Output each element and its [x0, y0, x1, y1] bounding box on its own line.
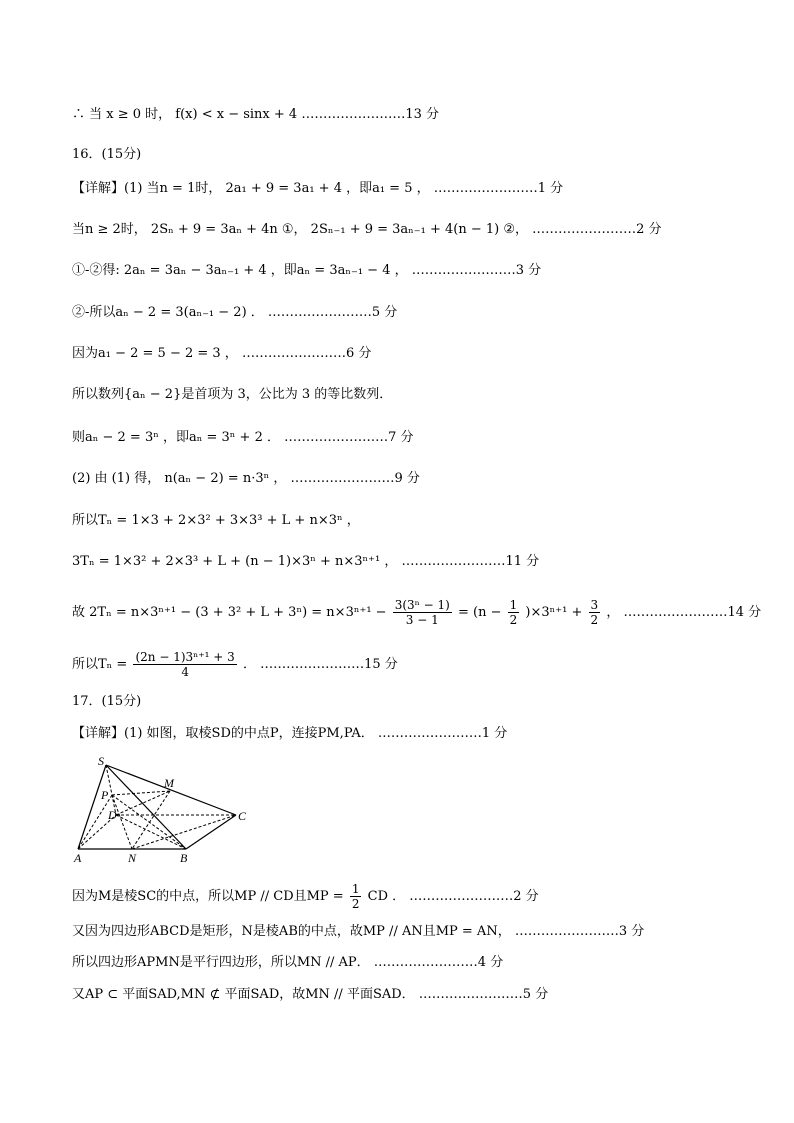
line-16-6: 所以数列{aₙ − 2}是首项为 3，公比为 3 的等比数列．	[72, 387, 393, 402]
eq-tn-prefix: 所以Tₙ =	[72, 657, 128, 672]
label-D: D	[108, 808, 117, 822]
line-16-5: 因为a₁ − 2 = 5 − 2 = 3 ， ……………………6 分	[72, 346, 372, 361]
label-B: B	[180, 851, 188, 865]
fraction-1	[393, 598, 452, 627]
fraction-tn-denominator: 4	[181, 665, 189, 679]
fraction-tn-numerator: (2n − 1)3ⁿ⁺¹ + 3	[135, 650, 235, 664]
label-N: N	[128, 851, 137, 865]
line-16-4: ②-所以aₙ − 2 = 3(aₙ₋₁ − 2) ． ……………………5 分	[72, 305, 398, 320]
problem-16-heading: 16．(15分)	[72, 147, 142, 162]
line-conclusion-15: ∴ 当 x ≥ 0 时， f(x) < x − sinx + 4 ……………………13 分	[72, 107, 439, 122]
mp-prefix: 因为M是棱SC的中点，所以MP // CD且MP =	[72, 889, 344, 904]
fraction-tn	[133, 650, 236, 679]
fraction-2-numerator: 1	[509, 598, 518, 612]
label-C: C	[238, 809, 247, 823]
line-16-9: 所以Tₙ = 1×3 + 2×3² + 3×3³ + L + n×3ⁿ ，	[72, 513, 360, 528]
edge-SC	[106, 765, 236, 815]
eq-part-1: 故 2Tₙ = n×3ⁿ⁺¹ − (3 + 3² + L + 3ⁿ) = n×3ⁿ⁺¹ −	[72, 605, 387, 620]
edge-PN	[112, 795, 132, 849]
line-16-11	[72, 596, 761, 630]
problem-17-heading: 17．(15分)	[72, 694, 142, 709]
edge-PM	[112, 791, 170, 795]
edge-DB	[116, 815, 186, 849]
label-A: A	[74, 851, 82, 865]
edge-PB	[112, 795, 186, 849]
label-M: M	[164, 776, 174, 790]
fraction-3-numerator: 3	[590, 598, 599, 612]
line-16-8: (2) 由 (1) 得， n(aₙ − 2) = n·3ⁿ ， ……………………9 分	[72, 471, 420, 486]
line-17-4: 所以四边形APMN是平行四边形，所以MN // AP． ……………………4 分	[72, 955, 504, 970]
line-16-12	[72, 648, 398, 682]
fraction-half-denominator: 2	[351, 897, 360, 911]
edge-NC	[132, 815, 236, 849]
line-16-3: ①-②得: 2aₙ = 3aₙ − 3aₙ₋₁ + 4 ，即aₙ = 3aₙ₋₁ − 4 ， ……………………3 分	[72, 263, 542, 278]
fraction-3-denominator: 2	[590, 613, 599, 627]
edge-SB	[106, 765, 186, 849]
line-17-2	[72, 880, 539, 914]
edge-MN	[132, 791, 170, 849]
line-16-7: 则aₙ − 2 = 3ⁿ ，即aₙ = 3ⁿ + 2 ． ……………………7 分	[72, 430, 414, 445]
line-17-1: 【详解】(1) 如图，取棱SD的中点P，连接PM,PA． ……………………1 分	[72, 726, 508, 741]
eq-part-3: )×3ⁿ⁺¹ +	[525, 605, 583, 620]
edge-PA	[78, 795, 112, 849]
edge-BC	[186, 815, 236, 849]
line-16-10: 3Tₙ = 1×3² + 2×3³ + L + (n − 1)×3ⁿ + n×3ⁿ⁺¹ ， ……………………11 分	[72, 554, 540, 569]
line-16-2: 当n ≥ 2时， 2Sₙ + 9 = 3aₙ + 4n ①， 2Sₙ₋₁ + 9 = 3aₙ₋₁ + 4(n − 1) ②， ……………………2 分	[72, 222, 662, 237]
fraction-half	[350, 882, 362, 911]
geometry-figure	[70, 757, 260, 867]
label-S: S	[98, 757, 104, 768]
line-16-1: 【详解】(1) 当n = 1时， 2a₁ + 9 = 3a₁ + 4 ，即a₁ = 5 ， ……………………1 分	[72, 181, 564, 196]
fraction-half-numerator: 1	[351, 882, 360, 896]
eq-tn-suffix: ． ……………………15 分	[242, 657, 398, 672]
fraction-1-denominator: 3 − 1	[405, 613, 439, 627]
fraction-3	[589, 598, 601, 627]
fraction-2-denominator: 2	[509, 613, 518, 627]
eq-part-4: ， ……………………14 分	[606, 605, 762, 620]
line-17-5: 又AP ⊂ 平面SAD,MN ⊄ 平面SAD，故MN // 平面SAD． ……………………5 分	[72, 987, 549, 1002]
edge-SA	[78, 765, 106, 849]
line-17-3: 又因为四边形ABCD是矩形，N是棱AB的中点，故MP // AN且MP = AN， ……………………3 分	[72, 924, 645, 939]
fraction-1-numerator: 3(3ⁿ − 1)	[394, 598, 450, 612]
fraction-2	[508, 598, 520, 627]
mp-suffix: CD ． ……………………2 分	[367, 889, 539, 904]
eq-part-2: = (n −	[458, 605, 502, 620]
label-P: P	[101, 788, 109, 802]
